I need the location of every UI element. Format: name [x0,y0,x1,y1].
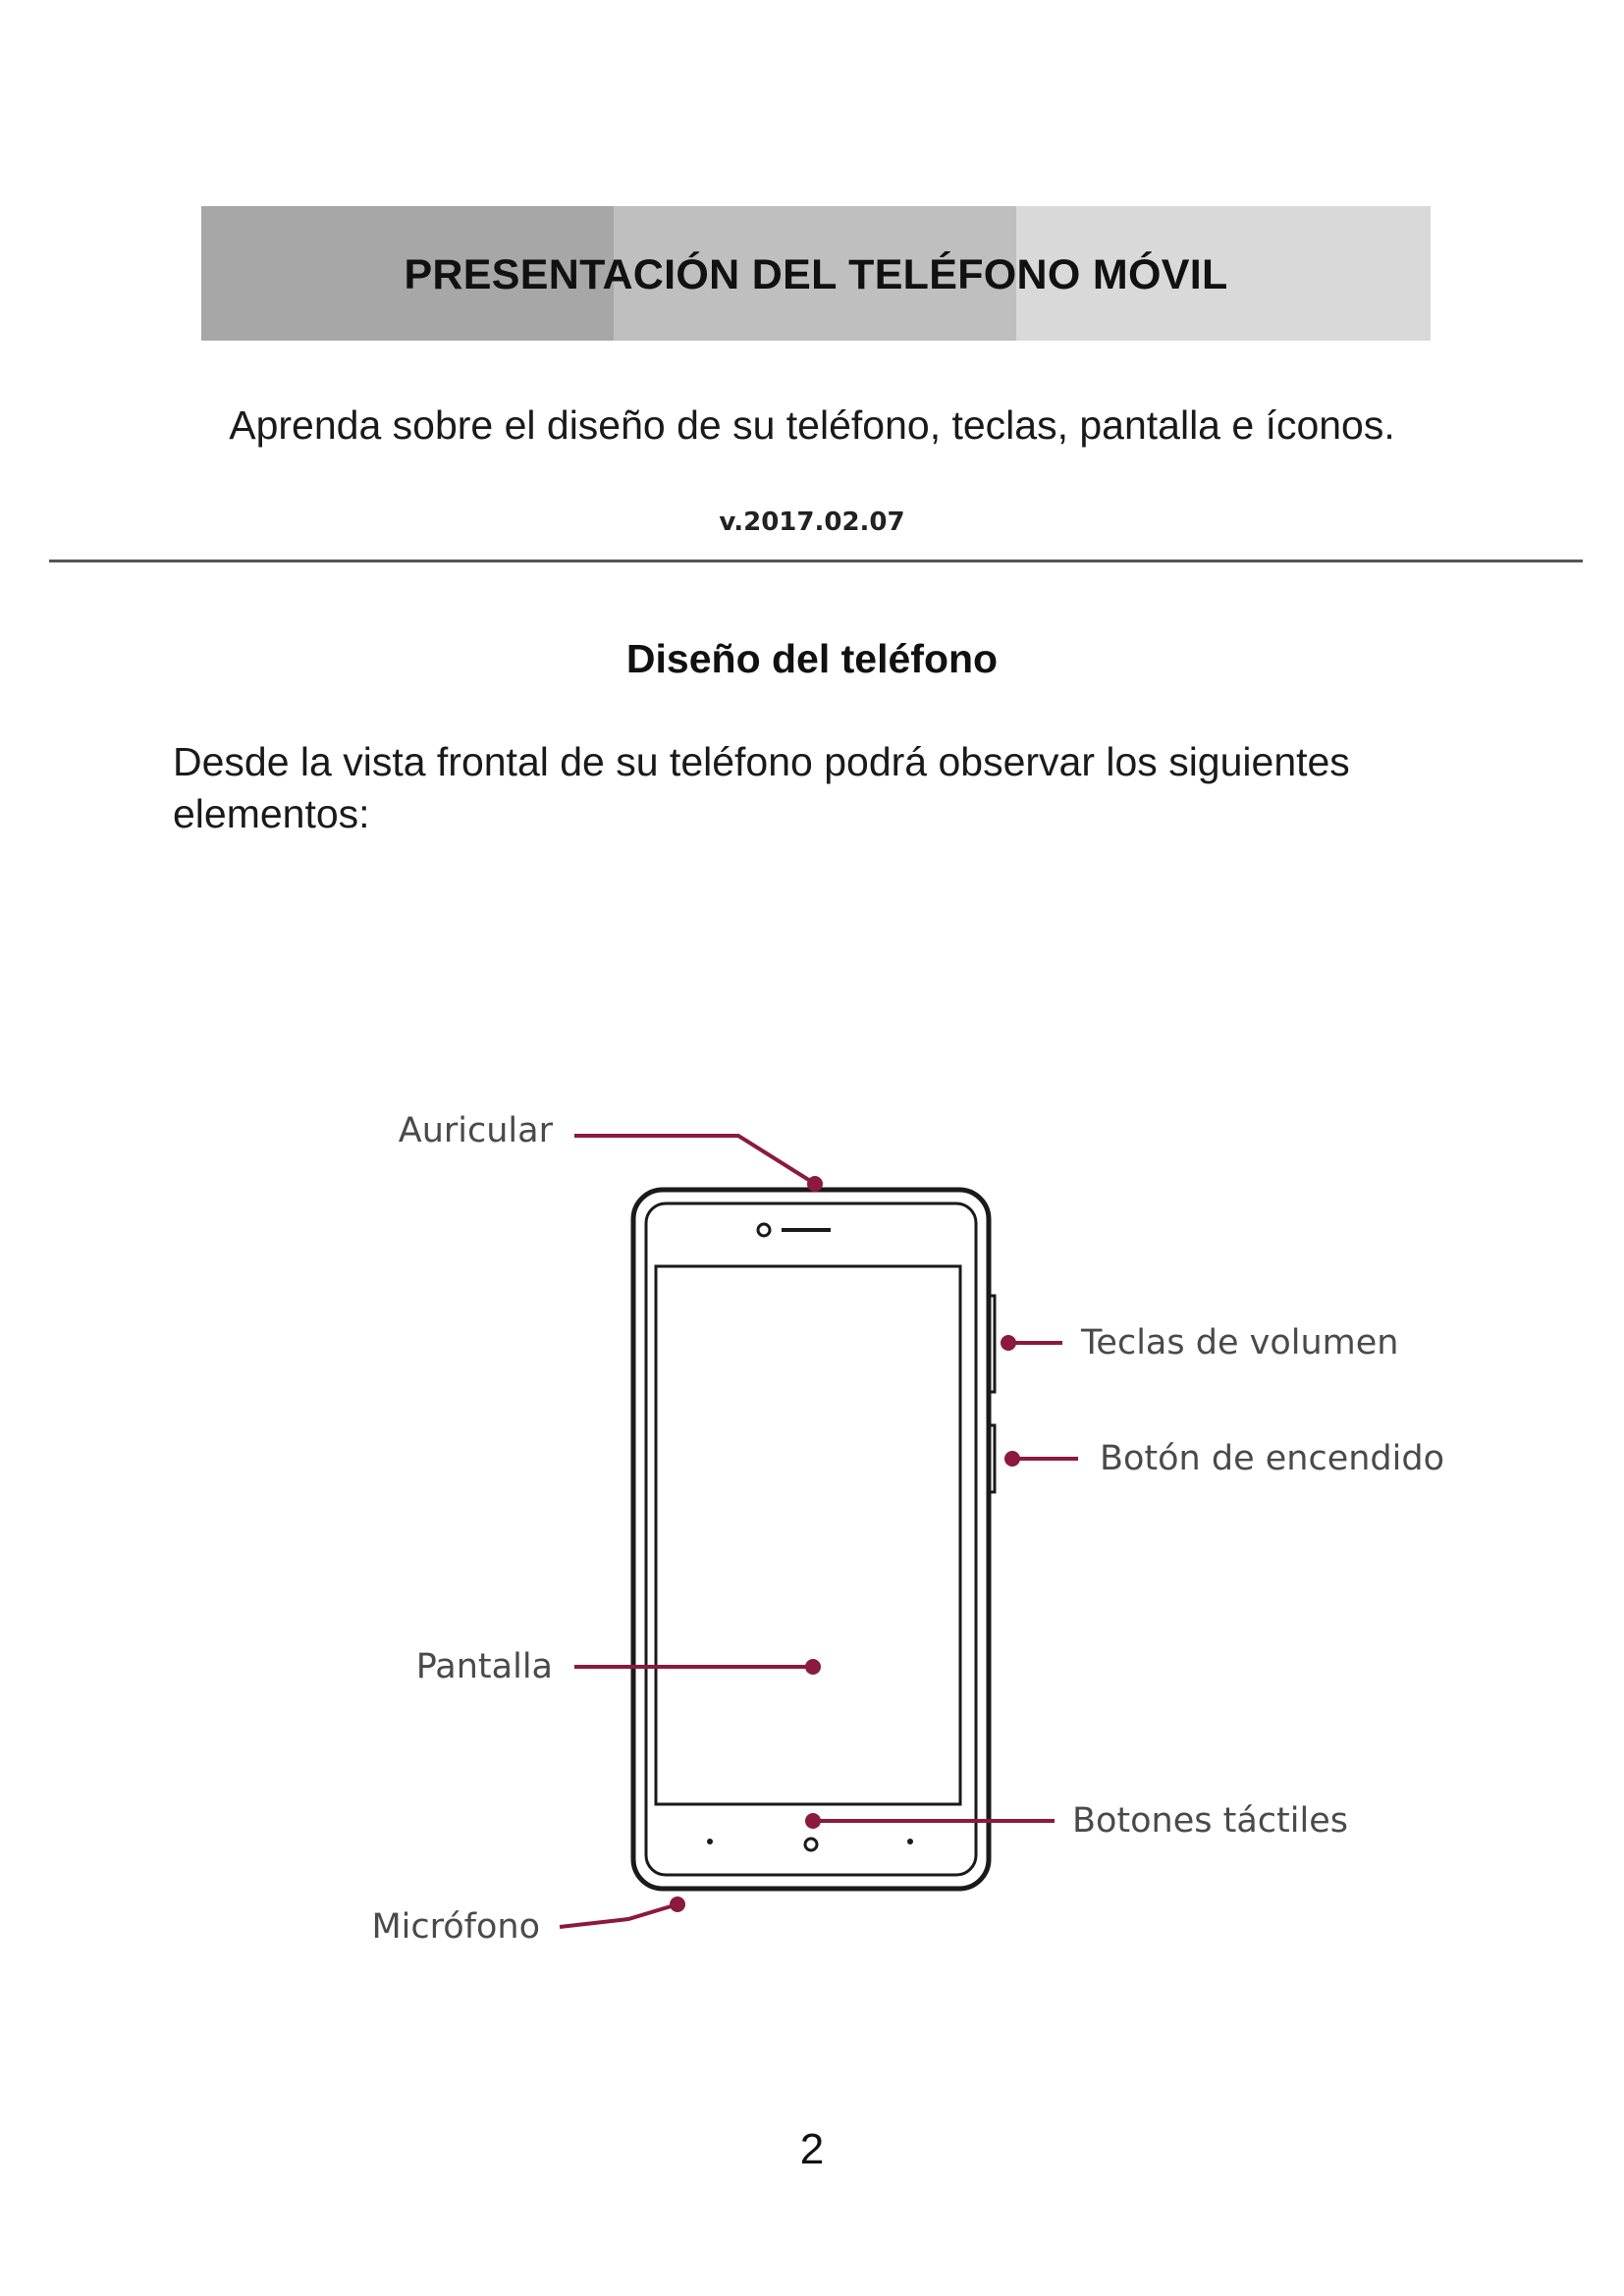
phone-bezel [646,1203,976,1875]
callout-line-earpiece [574,1136,815,1184]
callout-line-microphone [560,1904,677,1927]
callout-dot-volume [1001,1335,1016,1351]
touch-button-menu-icon [907,1839,913,1844]
label-microphone: Micrófono [371,1907,540,1947]
label-screen: Pantalla [415,1647,553,1686]
page-title: PRESENTACIÓN DEL TELÉFONO MÓVIL [404,251,1228,298]
callout-dot-screen [805,1659,821,1675]
phone-illustration [633,1190,995,1889]
phone-screen [656,1266,960,1804]
front-camera-icon [758,1224,770,1236]
version-label: v.2017.02.07 [719,507,905,537]
callouts [560,1136,1078,1927]
label-volume-keys: Teclas de volumen [1081,1323,1399,1362]
phone-body [633,1190,989,1889]
label-earpiece: Auricular [398,1111,553,1150]
section-description: Desde la vista frontal de su teléfono podrá observar los siguientes elementos: [173,739,1350,836]
label-touch-buttons: Botones táctiles [1072,1801,1348,1841]
page-number: 2 [799,2125,825,2173]
section-title: Diseño del teléfono [625,636,999,681]
callout-dot-power [1004,1451,1020,1467]
label-power-button: Botón de encendido [1100,1439,1444,1478]
intro-text: Aprenda sobre el diseño de su teléfono, teclas, pantalla e íconos. [229,402,1395,448]
callout-dot-touch-buttons [805,1813,821,1829]
touch-button-back-icon [707,1839,713,1844]
callout-dot-earpiece [807,1176,823,1192]
callout-dots [670,1176,1020,1912]
touch-button-home-icon [805,1839,817,1850]
callout-dot-microphone [670,1896,685,1912]
